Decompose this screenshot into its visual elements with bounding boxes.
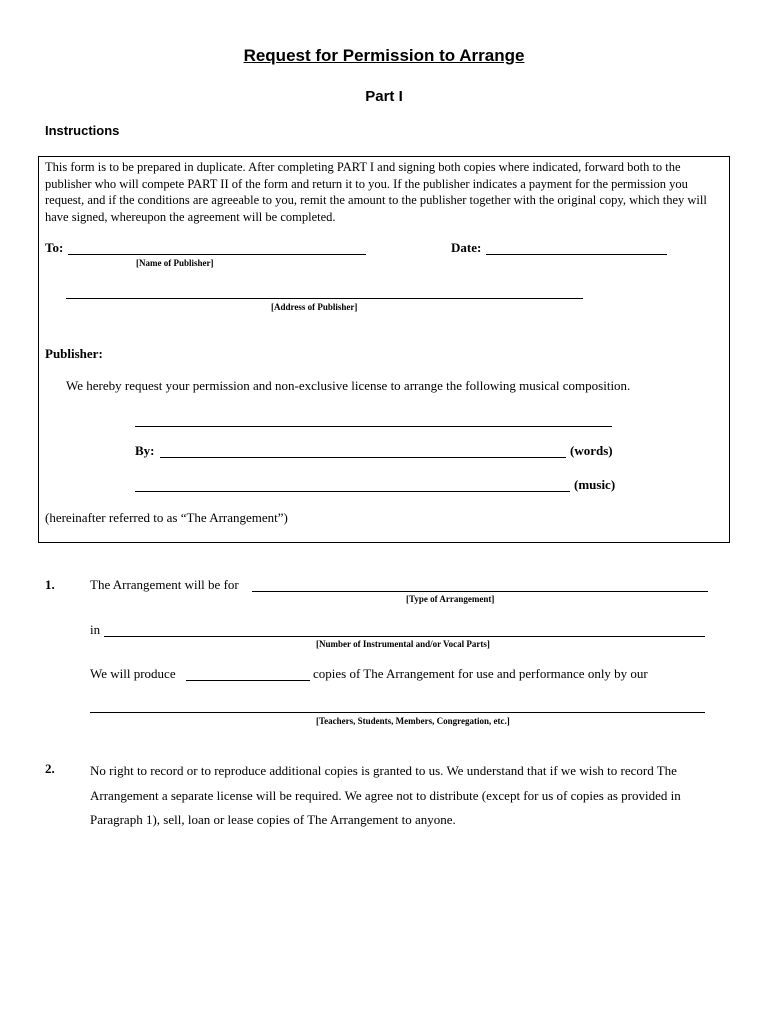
arrangement-type-field[interactable] xyxy=(252,591,708,592)
by-label: By: xyxy=(135,443,155,458)
hereinafter-text: (hereinafter referred to as “The Arrangement”) xyxy=(45,510,288,525)
item-2-text: No right to record or to reproduce additional copies is granted to us. We understand that if we wish to record The Arrangement a separate license will be required. We agree not to distribute (except for us of copies as provided in Paragraph 1), sell, loan or lease copies of The Arrangement to anyone. xyxy=(90,763,681,827)
publisher-address-caption: [Address of Publisher] xyxy=(271,302,358,312)
publisher-name-caption: [Name of Publisher] xyxy=(136,258,214,268)
publisher-address-field[interactable] xyxy=(66,298,583,299)
copies-count-field[interactable] xyxy=(186,680,310,681)
part-heading: Part I xyxy=(365,88,403,105)
date-field[interactable] xyxy=(486,254,667,255)
in-label: in xyxy=(90,622,101,637)
words-author-field[interactable] xyxy=(160,457,566,458)
date-label: Date: xyxy=(451,240,482,255)
composition-title-field[interactable] xyxy=(135,426,612,427)
arrangement-type-caption: [Type of Arrangement] xyxy=(406,594,495,604)
users-caption: [Teachers, Students, Members, Congregation, etc.] xyxy=(316,716,510,726)
parts-count-field[interactable] xyxy=(104,636,705,637)
request-text: We hereby request your permission and non-exclusive license to arrange the following musical composition. xyxy=(66,378,631,393)
users-field[interactable] xyxy=(90,712,705,713)
arrangement-for-text: The Arrangement will be for xyxy=(90,577,239,592)
to-label: To: xyxy=(45,240,64,255)
parts-count-caption: [Number of Instrumental and/or Vocal Parts] xyxy=(316,639,490,649)
produce-suffix-text: copies of The Arrangement for use and performance only by our xyxy=(313,666,648,681)
instructions-text: This form is to be prepared in duplicate. After completing PART I and signing both copies where indicated, forward both to the publisher who will compete PART II of the form and return it to you. If the publisher indicates a payment for the permission you request, and if the conditions are agreeable to you, remit the amount to the publisher together with the original copy, which they will have signed, whereupon the agreement will be completed. xyxy=(45,160,707,224)
publisher-name-field[interactable] xyxy=(68,254,366,255)
words-label: (words) xyxy=(570,443,613,458)
item-2-number: 2. xyxy=(45,761,55,776)
page-title: Request for Permission to Arrange xyxy=(243,46,525,65)
publisher-label: Publisher: xyxy=(45,346,103,361)
produce-prefix-text: We will produce xyxy=(90,666,176,681)
instructions-heading: Instructions xyxy=(45,123,120,138)
item-1-number: 1. xyxy=(45,577,55,592)
music-label: (music) xyxy=(574,477,616,492)
music-composer-field[interactable] xyxy=(135,491,570,492)
